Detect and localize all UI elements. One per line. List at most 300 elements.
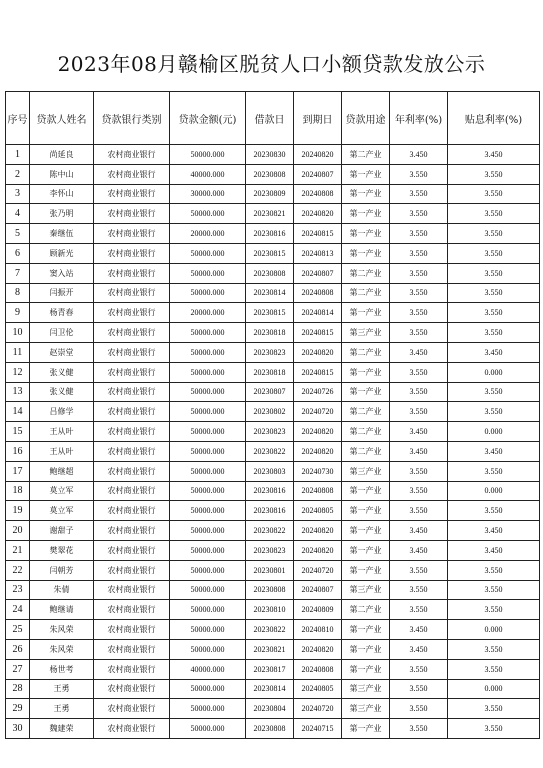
due-date-cell: 20240820 xyxy=(294,441,342,461)
loan-date-cell: 20230808 xyxy=(246,263,294,283)
loan-amount-cell: 50000.000 xyxy=(170,422,246,442)
subsidy-rate-cell: 3.550 xyxy=(448,323,540,343)
loan-amount-cell: 30000.000 xyxy=(170,184,246,204)
due-date-cell: 20240810 xyxy=(294,620,342,640)
header-annual-rate: 年利率(%) xyxy=(390,92,448,145)
header-seq: 序号 xyxy=(6,92,30,145)
table-row xyxy=(6,560,540,580)
bank-type-cell: 农村商业银行 xyxy=(94,145,170,165)
bank-type-cell: 农村商业银行 xyxy=(94,402,170,422)
subsidy-rate-cell: 3.450 xyxy=(448,441,540,461)
seq-cell: 5 xyxy=(6,224,30,244)
seq-cell: 22 xyxy=(6,560,30,580)
borrower-name-cell: 朱风荣 xyxy=(30,620,94,640)
due-date-cell: 20240730 xyxy=(294,461,342,481)
subsidy-rate-cell: 3.550 xyxy=(448,699,540,719)
due-date-cell: 20240720 xyxy=(294,402,342,422)
borrower-name-cell: 朱风荣 xyxy=(30,639,94,659)
borrower-name-cell: 闫卫伦 xyxy=(30,323,94,343)
borrower-name-cell: 魏建荣 xyxy=(30,719,94,739)
annual-rate-cell: 3.550 xyxy=(390,560,448,580)
loan-purpose-cell: 第三产业 xyxy=(342,461,390,481)
subsidy-rate-cell: 3.550 xyxy=(448,184,540,204)
seq-cell: 1 xyxy=(6,145,30,165)
borrower-name-cell: 鲍继请 xyxy=(30,600,94,620)
subsidy-rate-cell: 3.550 xyxy=(448,224,540,244)
table-row xyxy=(6,461,540,481)
due-date-cell: 20240808 xyxy=(294,659,342,679)
loan-date-cell: 20230822 xyxy=(246,620,294,640)
subsidy-rate-cell: 3.550 xyxy=(448,204,540,224)
due-date-cell: 20240820 xyxy=(294,145,342,165)
table-row xyxy=(6,639,540,659)
annual-rate-cell: 3.550 xyxy=(390,382,448,402)
due-date-cell: 20240815 xyxy=(294,224,342,244)
annual-rate-cell: 3.450 xyxy=(390,639,448,659)
loan-amount-cell: 50000.000 xyxy=(170,481,246,501)
loan-date-cell: 20230823 xyxy=(246,342,294,362)
subsidy-rate-cell: 3.550 xyxy=(448,719,540,739)
table-row xyxy=(6,600,540,620)
loan-date-cell: 20230823 xyxy=(246,540,294,560)
due-date-cell: 20240820 xyxy=(294,422,342,442)
loan-date-cell: 20230810 xyxy=(246,600,294,620)
annual-rate-cell: 3.550 xyxy=(390,699,448,719)
due-date-cell: 20240814 xyxy=(294,303,342,323)
borrower-name-cell: 王勇 xyxy=(30,699,94,719)
loan-date-cell: 20230821 xyxy=(246,204,294,224)
loan-amount-cell: 50000.000 xyxy=(170,679,246,699)
loan-purpose-cell: 第一产业 xyxy=(342,243,390,263)
loan-date-cell: 20230803 xyxy=(246,461,294,481)
table-row xyxy=(6,580,540,600)
due-date-cell: 20240807 xyxy=(294,164,342,184)
bank-type-cell: 农村商业银行 xyxy=(94,164,170,184)
table-row xyxy=(6,164,540,184)
due-date-cell: 20240815 xyxy=(294,323,342,343)
seq-cell: 24 xyxy=(6,600,30,620)
loan-purpose-cell: 第三产业 xyxy=(342,580,390,600)
seq-cell: 18 xyxy=(6,481,30,501)
seq-cell: 30 xyxy=(6,719,30,739)
seq-cell: 15 xyxy=(6,422,30,442)
loan-amount-cell: 40000.000 xyxy=(170,164,246,184)
loan-table xyxy=(5,91,540,739)
subsidy-rate-cell: 3.550 xyxy=(448,659,540,679)
loan-purpose-cell: 第二产业 xyxy=(342,342,390,362)
due-date-cell: 20240807 xyxy=(294,580,342,600)
loan-amount-cell: 50000.000 xyxy=(170,204,246,224)
table-row xyxy=(6,243,540,263)
borrower-name-cell: 吕修学 xyxy=(30,402,94,422)
seq-cell: 11 xyxy=(6,342,30,362)
header-due-date: 到期日 xyxy=(294,92,342,145)
borrower-name-cell: 杨青春 xyxy=(30,303,94,323)
loan-amount-cell: 50000.000 xyxy=(170,342,246,362)
annual-rate-cell: 3.550 xyxy=(390,184,448,204)
loan-purpose-cell: 第一产业 xyxy=(342,659,390,679)
bank-type-cell: 农村商业银行 xyxy=(94,362,170,382)
loan-amount-cell: 50000.000 xyxy=(170,560,246,580)
loan-date-cell: 20230822 xyxy=(246,521,294,541)
loan-amount-cell: 50000.000 xyxy=(170,639,246,659)
loan-purpose-cell: 第三产业 xyxy=(342,323,390,343)
subsidy-rate-cell: 0.000 xyxy=(448,362,540,382)
annual-rate-cell: 3.450 xyxy=(390,342,448,362)
seq-cell: 7 xyxy=(6,263,30,283)
seq-cell: 3 xyxy=(6,184,30,204)
loan-purpose-cell: 第一产业 xyxy=(342,620,390,640)
due-date-cell: 20240809 xyxy=(294,600,342,620)
borrower-name-cell: 鲍继超 xyxy=(30,461,94,481)
table-row xyxy=(6,441,540,461)
loan-amount-cell: 50000.000 xyxy=(170,461,246,481)
loan-purpose-cell: 第一产业 xyxy=(342,224,390,244)
borrower-name-cell: 张乃明 xyxy=(30,204,94,224)
seq-cell: 26 xyxy=(6,639,30,659)
loan-amount-cell: 50000.000 xyxy=(170,323,246,343)
annual-rate-cell: 3.550 xyxy=(390,580,448,600)
loan-purpose-cell: 第一产业 xyxy=(342,164,390,184)
bank-type-cell: 农村商业银行 xyxy=(94,342,170,362)
due-date-cell: 20240820 xyxy=(294,540,342,560)
subsidy-rate-cell: 3.450 xyxy=(448,521,540,541)
loan-date-cell: 20230823 xyxy=(246,422,294,442)
bank-type-cell: 农村商业银行 xyxy=(94,283,170,303)
loan-amount-cell: 50000.000 xyxy=(170,540,246,560)
annual-rate-cell: 3.450 xyxy=(390,521,448,541)
bank-type-cell: 农村商业银行 xyxy=(94,540,170,560)
borrower-name-cell: 闫振开 xyxy=(30,283,94,303)
loan-amount-cell: 50000.000 xyxy=(170,620,246,640)
borrower-name-cell: 窦入站 xyxy=(30,263,94,283)
annual-rate-cell: 3.550 xyxy=(390,402,448,422)
bank-type-cell: 农村商业银行 xyxy=(94,580,170,600)
loan-purpose-cell: 第二产业 xyxy=(342,600,390,620)
bank-type-cell: 农村商业银行 xyxy=(94,461,170,481)
subsidy-rate-cell: 3.450 xyxy=(448,145,540,165)
due-date-cell: 20240813 xyxy=(294,243,342,263)
due-date-cell: 20240805 xyxy=(294,501,342,521)
loan-date-cell: 20230822 xyxy=(246,441,294,461)
loan-date-cell: 20230818 xyxy=(246,362,294,382)
seq-cell: 2 xyxy=(6,164,30,184)
loan-date-cell: 20230821 xyxy=(246,639,294,659)
annual-rate-cell: 3.550 xyxy=(390,501,448,521)
loan-amount-cell: 50000.000 xyxy=(170,600,246,620)
loan-amount-cell: 50000.000 xyxy=(170,145,246,165)
loan-amount-cell: 20000.000 xyxy=(170,303,246,323)
loan-purpose-cell: 第二产业 xyxy=(342,441,390,461)
table-row xyxy=(6,342,540,362)
borrower-name-cell: 樊翠花 xyxy=(30,540,94,560)
bank-type-cell: 农村商业银行 xyxy=(94,719,170,739)
borrower-name-cell: 朱倩 xyxy=(30,580,94,600)
table-row xyxy=(6,481,540,501)
due-date-cell: 20240715 xyxy=(294,719,342,739)
loan-purpose-cell: 第三产业 xyxy=(342,679,390,699)
seq-cell: 27 xyxy=(6,659,30,679)
annual-rate-cell: 3.450 xyxy=(390,441,448,461)
borrower-name-cell: 莫立军 xyxy=(30,481,94,501)
loan-date-cell: 20230816 xyxy=(246,481,294,501)
loan-amount-cell: 50000.000 xyxy=(170,402,246,422)
seq-cell: 12 xyxy=(6,362,30,382)
loan-date-cell: 20230808 xyxy=(246,580,294,600)
annual-rate-cell: 3.550 xyxy=(390,461,448,481)
seq-cell: 13 xyxy=(6,382,30,402)
due-date-cell: 20240820 xyxy=(294,342,342,362)
annual-rate-cell: 3.550 xyxy=(390,719,448,739)
header-borrower-name: 贷款人姓名 xyxy=(30,92,94,145)
subsidy-rate-cell: 0.000 xyxy=(448,481,540,501)
subsidy-rate-cell: 3.550 xyxy=(448,501,540,521)
loan-amount-cell: 50000.000 xyxy=(170,283,246,303)
loan-purpose-cell: 第二产业 xyxy=(342,145,390,165)
loan-amount-cell: 50000.000 xyxy=(170,699,246,719)
borrower-name-cell: 莫立军 xyxy=(30,501,94,521)
borrower-name-cell: 闫朝芳 xyxy=(30,560,94,580)
loan-purpose-cell: 第一产业 xyxy=(342,540,390,560)
table-row xyxy=(6,540,540,560)
loan-amount-cell: 40000.000 xyxy=(170,659,246,679)
borrower-name-cell: 王勇 xyxy=(30,679,94,699)
table-row xyxy=(6,184,540,204)
subsidy-rate-cell: 3.550 xyxy=(448,639,540,659)
borrower-name-cell: 谢甜子 xyxy=(30,521,94,541)
table-row xyxy=(6,362,540,382)
loan-amount-cell: 50000.000 xyxy=(170,580,246,600)
annual-rate-cell: 3.550 xyxy=(390,679,448,699)
seq-cell: 28 xyxy=(6,679,30,699)
subsidy-rate-cell: 3.550 xyxy=(448,402,540,422)
loan-amount-cell: 20000.000 xyxy=(170,224,246,244)
borrower-name-cell: 陈中山 xyxy=(30,164,94,184)
table-row xyxy=(6,659,540,679)
due-date-cell: 20240805 xyxy=(294,679,342,699)
bank-type-cell: 农村商业银行 xyxy=(94,679,170,699)
loan-purpose-cell: 第三产业 xyxy=(342,699,390,719)
bank-type-cell: 农村商业银行 xyxy=(94,699,170,719)
borrower-name-cell: 王从叶 xyxy=(30,422,94,442)
loan-date-cell: 20230814 xyxy=(246,679,294,699)
subsidy-rate-cell: 3.550 xyxy=(448,164,540,184)
subsidy-rate-cell: 3.550 xyxy=(448,600,540,620)
seq-cell: 25 xyxy=(6,620,30,640)
loan-purpose-cell: 第一产业 xyxy=(342,382,390,402)
seq-cell: 17 xyxy=(6,461,30,481)
annual-rate-cell: 3.450 xyxy=(390,540,448,560)
due-date-cell: 20240808 xyxy=(294,283,342,303)
seq-cell: 9 xyxy=(6,303,30,323)
bank-type-cell: 农村商业银行 xyxy=(94,639,170,659)
seq-cell: 14 xyxy=(6,402,30,422)
bank-type-cell: 农村商业银行 xyxy=(94,441,170,461)
loan-date-cell: 20230830 xyxy=(246,145,294,165)
subsidy-rate-cell: 3.550 xyxy=(448,560,540,580)
seq-cell: 10 xyxy=(6,323,30,343)
loan-date-cell: 20230817 xyxy=(246,659,294,679)
due-date-cell: 20240815 xyxy=(294,362,342,382)
subsidy-rate-cell: 3.550 xyxy=(448,461,540,481)
subsidy-rate-cell: 0.000 xyxy=(448,679,540,699)
annual-rate-cell: 3.550 xyxy=(390,263,448,283)
annual-rate-cell: 3.550 xyxy=(390,164,448,184)
loan-date-cell: 20230815 xyxy=(246,303,294,323)
bank-type-cell: 农村商业银行 xyxy=(94,659,170,679)
loan-date-cell: 20230804 xyxy=(246,699,294,719)
subsidy-rate-cell: 3.450 xyxy=(448,342,540,362)
annual-rate-cell: 3.550 xyxy=(390,283,448,303)
page-title: 2023年08月赣榆区脱贫人口小额贷款发放公示 xyxy=(57,52,486,76)
bank-type-cell: 农村商业银行 xyxy=(94,303,170,323)
header-loan-purpose: 贷款用途 xyxy=(342,92,390,145)
loan-purpose-cell: 第一产业 xyxy=(342,204,390,224)
loan-amount-cell: 50000.000 xyxy=(170,521,246,541)
table-row xyxy=(6,204,540,224)
loan-amount-cell: 50000.000 xyxy=(170,243,246,263)
annual-rate-cell: 3.550 xyxy=(390,481,448,501)
bank-type-cell: 农村商业银行 xyxy=(94,184,170,204)
bank-type-cell: 农村商业银行 xyxy=(94,263,170,283)
bank-type-cell: 农村商业银行 xyxy=(94,382,170,402)
subsidy-rate-cell: 3.550 xyxy=(448,303,540,323)
due-date-cell: 20240808 xyxy=(294,184,342,204)
subsidy-rate-cell: 3.550 xyxy=(448,263,540,283)
subsidy-rate-cell: 3.450 xyxy=(448,540,540,560)
header-bank-type: 贷款银行类别 xyxy=(94,92,170,145)
loan-purpose-cell: 第一产业 xyxy=(342,719,390,739)
loan-purpose-cell: 第一产业 xyxy=(342,501,390,521)
bank-type-cell: 农村商业银行 xyxy=(94,521,170,541)
header-loan-amount: 贷款金额(元) xyxy=(170,92,246,145)
bank-type-cell: 农村商业银行 xyxy=(94,501,170,521)
table-row xyxy=(6,679,540,699)
table-row xyxy=(6,224,540,244)
loan-date-cell: 20230807 xyxy=(246,382,294,402)
bank-type-cell: 农村商业银行 xyxy=(94,422,170,442)
annual-rate-cell: 3.450 xyxy=(390,620,448,640)
bank-type-cell: 农村商业银行 xyxy=(94,204,170,224)
subsidy-rate-cell: 0.000 xyxy=(448,422,540,442)
loan-date-cell: 20230818 xyxy=(246,323,294,343)
subsidy-rate-cell: 3.550 xyxy=(448,580,540,600)
subsidy-rate-cell: 3.550 xyxy=(448,243,540,263)
loan-amount-cell: 50000.000 xyxy=(170,382,246,402)
loan-purpose-cell: 第一产业 xyxy=(342,560,390,580)
loan-date-cell: 20230814 xyxy=(246,283,294,303)
bank-type-cell: 农村商业银行 xyxy=(94,323,170,343)
bank-type-cell: 农村商业银行 xyxy=(94,243,170,263)
seq-cell: 8 xyxy=(6,283,30,303)
loan-amount-cell: 50000.000 xyxy=(170,441,246,461)
annual-rate-cell: 3.450 xyxy=(390,422,448,442)
annual-rate-cell: 3.550 xyxy=(390,659,448,679)
header-row xyxy=(6,92,540,145)
borrower-name-cell: 张义健 xyxy=(30,362,94,382)
loan-purpose-cell: 第一产业 xyxy=(342,303,390,323)
seq-cell: 29 xyxy=(6,699,30,719)
table-row xyxy=(6,263,540,283)
due-date-cell: 20240820 xyxy=(294,204,342,224)
table-row xyxy=(6,145,540,165)
table-row xyxy=(6,283,540,303)
table-row xyxy=(6,699,540,719)
loan-purpose-cell: 第二产业 xyxy=(342,422,390,442)
borrower-name-cell: 张义健 xyxy=(30,382,94,402)
table-row xyxy=(6,303,540,323)
table-row xyxy=(6,323,540,343)
loan-purpose-cell: 第二产业 xyxy=(342,283,390,303)
due-date-cell: 20240807 xyxy=(294,263,342,283)
bank-type-cell: 农村商业银行 xyxy=(94,481,170,501)
borrower-name-cell: 顾新光 xyxy=(30,243,94,263)
loan-purpose-cell: 第一产业 xyxy=(342,362,390,382)
loan-date-cell: 20230815 xyxy=(246,243,294,263)
loan-date-cell: 20230816 xyxy=(246,501,294,521)
seq-cell: 23 xyxy=(6,580,30,600)
loan-date-cell: 20230801 xyxy=(246,560,294,580)
borrower-name-cell: 王从叶 xyxy=(30,441,94,461)
borrower-name-cell: 尚延良 xyxy=(30,145,94,165)
due-date-cell: 20240720 xyxy=(294,560,342,580)
seq-cell: 16 xyxy=(6,441,30,461)
table-row xyxy=(6,402,540,422)
due-date-cell: 20240820 xyxy=(294,639,342,659)
loan-purpose-cell: 第一产业 xyxy=(342,481,390,501)
due-date-cell: 20240720 xyxy=(294,699,342,719)
borrower-name-cell: 赵崇堂 xyxy=(30,342,94,362)
seq-cell: 21 xyxy=(6,540,30,560)
bank-type-cell: 农村商业银行 xyxy=(94,600,170,620)
table-row xyxy=(6,719,540,739)
borrower-name-cell: 秦继伍 xyxy=(30,224,94,244)
loan-date-cell: 20230809 xyxy=(246,184,294,204)
due-date-cell: 20240726 xyxy=(294,382,342,402)
seq-cell: 19 xyxy=(6,501,30,521)
loan-amount-cell: 50000.000 xyxy=(170,263,246,283)
loan-purpose-cell: 第二产业 xyxy=(342,402,390,422)
annual-rate-cell: 3.450 xyxy=(390,145,448,165)
table-row xyxy=(6,521,540,541)
table-row xyxy=(6,422,540,442)
loan-amount-cell: 50000.000 xyxy=(170,719,246,739)
bank-type-cell: 农村商业银行 xyxy=(94,224,170,244)
loan-amount-cell: 50000.000 xyxy=(170,501,246,521)
loan-amount-cell: 50000.000 xyxy=(170,362,246,382)
annual-rate-cell: 3.550 xyxy=(390,224,448,244)
seq-cell: 6 xyxy=(6,243,30,263)
loan-date-cell: 20230808 xyxy=(246,164,294,184)
annual-rate-cell: 3.550 xyxy=(390,323,448,343)
loan-date-cell: 20230802 xyxy=(246,402,294,422)
seq-cell: 20 xyxy=(6,521,30,541)
annual-rate-cell: 3.550 xyxy=(390,243,448,263)
annual-rate-cell: 3.550 xyxy=(390,303,448,323)
loan-date-cell: 20230808 xyxy=(246,719,294,739)
table-row xyxy=(6,501,540,521)
loan-purpose-cell: 第二产业 xyxy=(342,263,390,283)
loan-date-cell: 20230816 xyxy=(246,224,294,244)
loan-purpose-cell: 第一产业 xyxy=(342,639,390,659)
loan-purpose-cell: 第一产业 xyxy=(342,521,390,541)
header-subsidy-rate: 贴息利率(%) xyxy=(448,92,540,145)
bank-type-cell: 农村商业银行 xyxy=(94,560,170,580)
borrower-name-cell: 李怀山 xyxy=(30,184,94,204)
table-row xyxy=(6,382,540,402)
annual-rate-cell: 3.550 xyxy=(390,600,448,620)
subsidy-rate-cell: 3.550 xyxy=(448,283,540,303)
